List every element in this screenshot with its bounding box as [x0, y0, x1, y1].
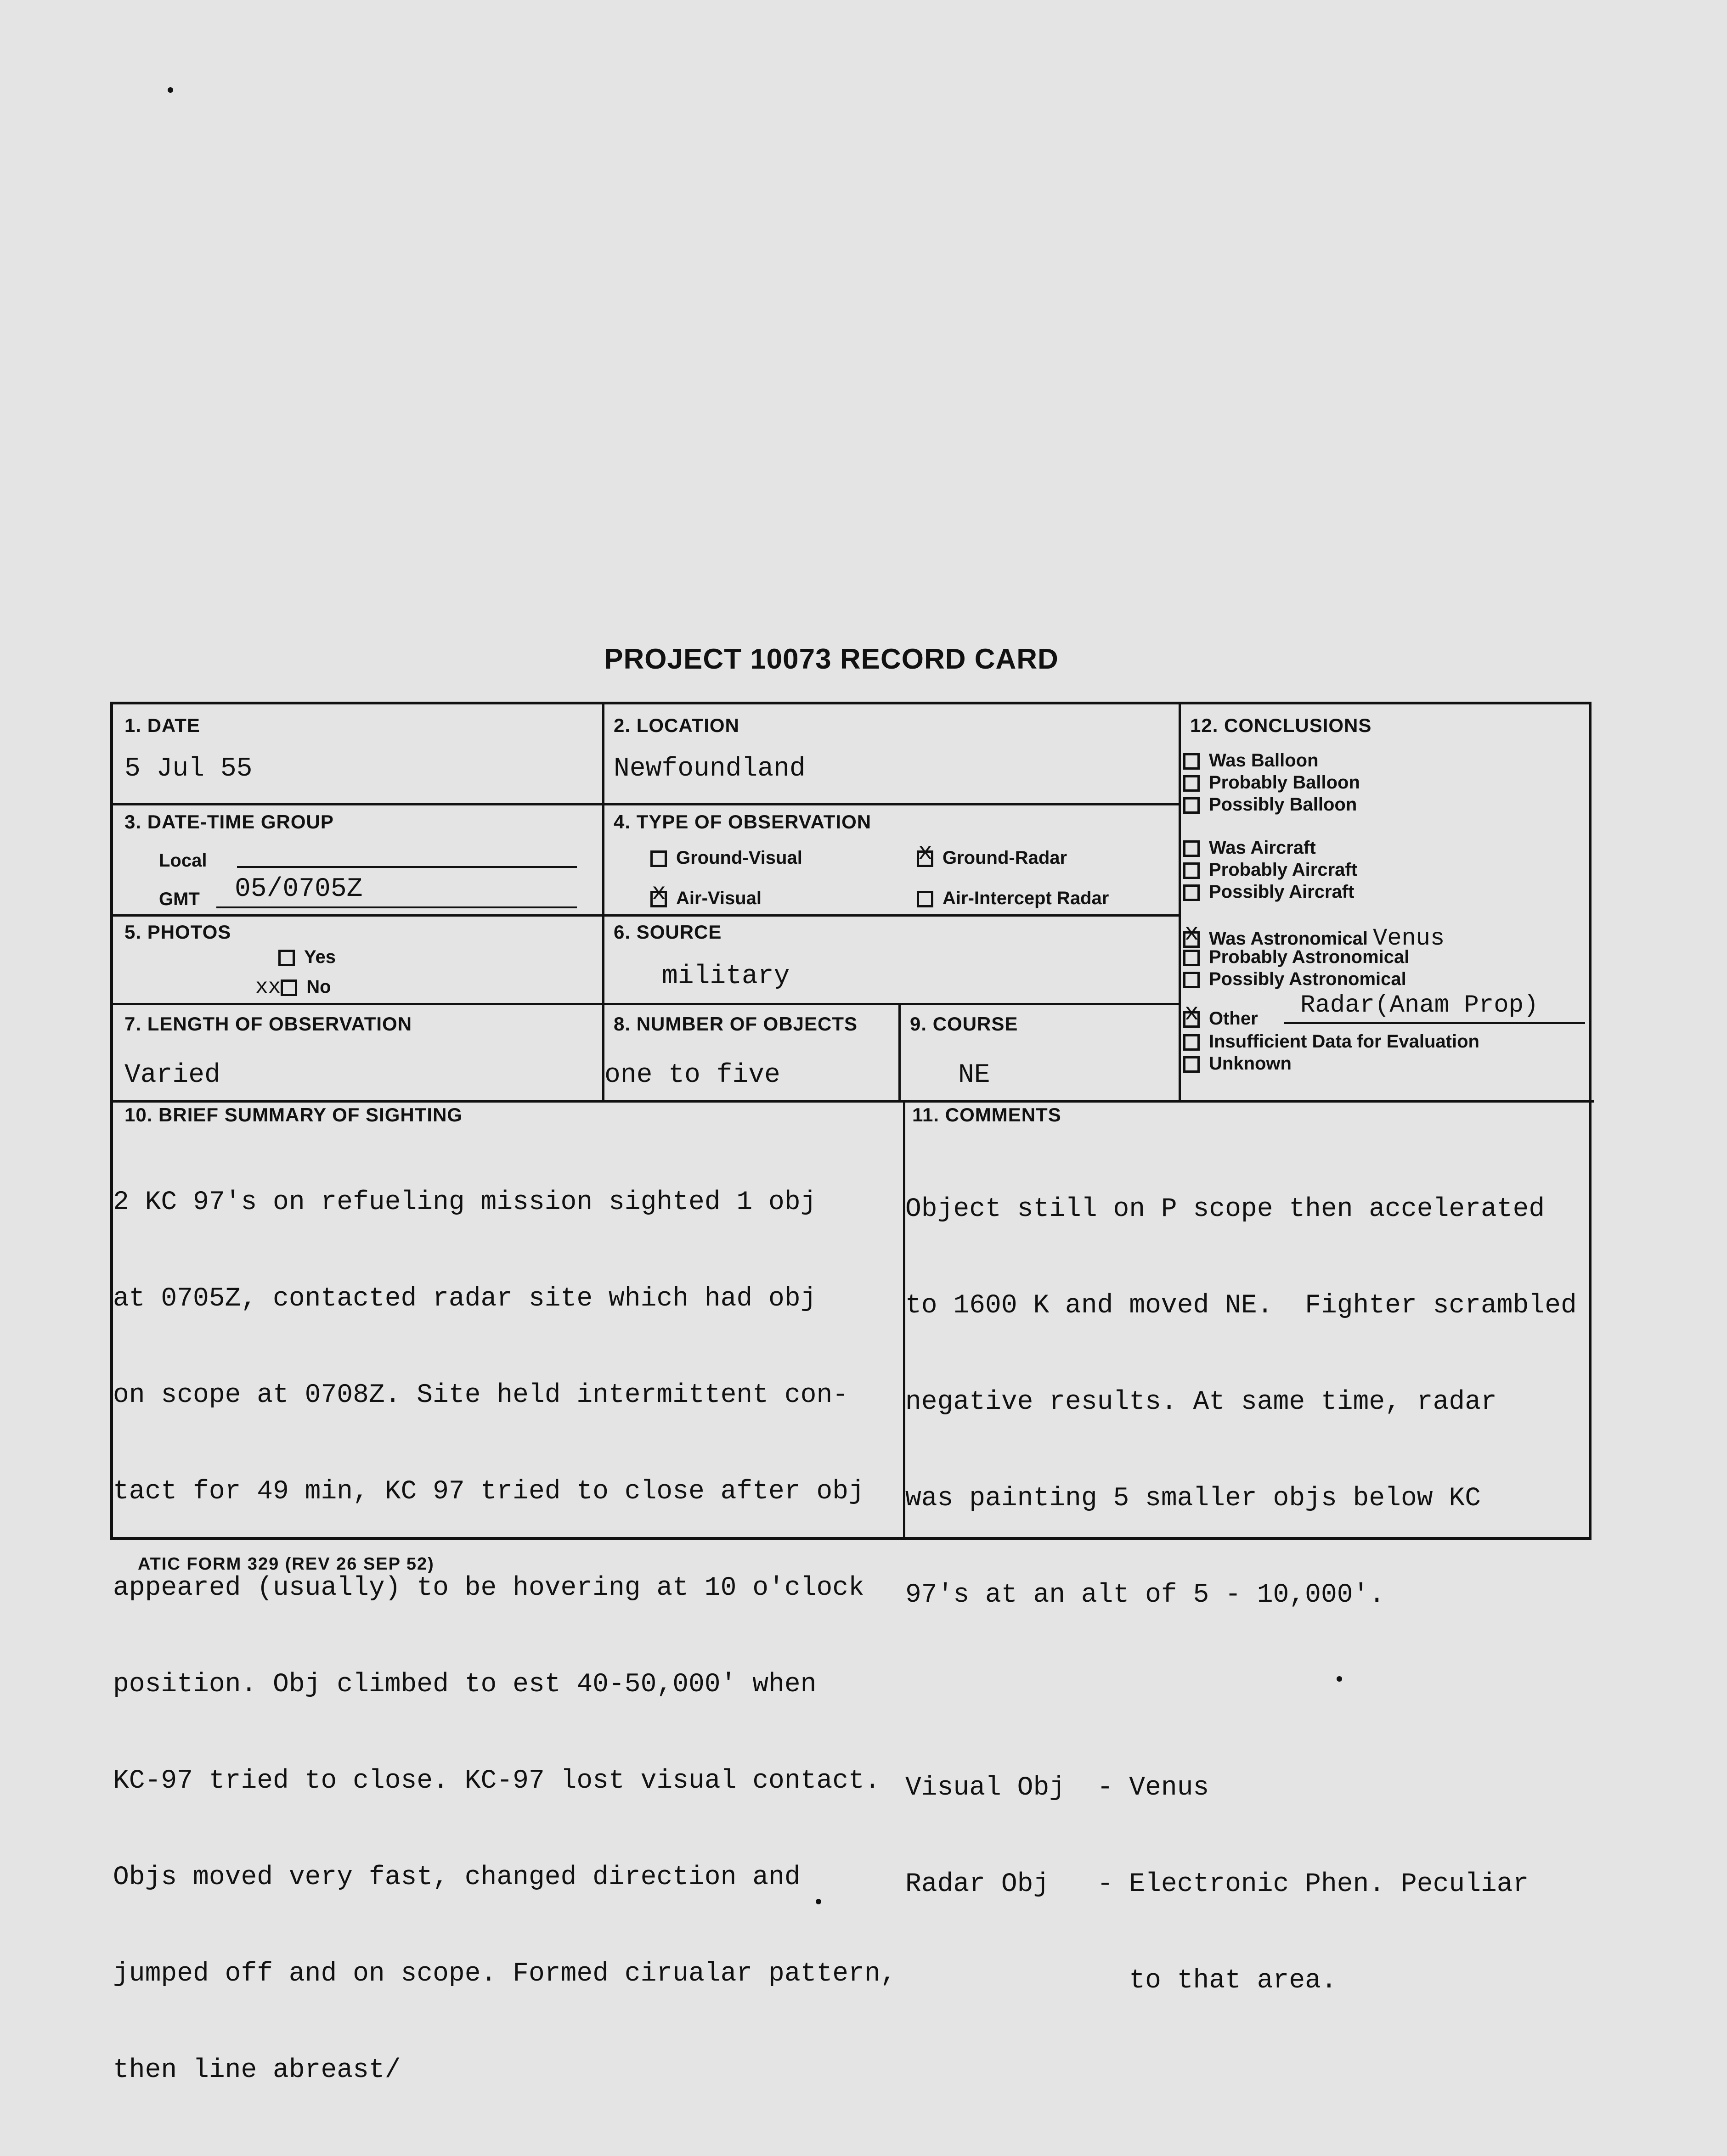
conclusion-item: Probably Aircraft: [1183, 860, 1357, 880]
option-air-intercept-radar: Air-Intercept Radar: [917, 888, 1109, 909]
checkbox-icon: [278, 950, 295, 966]
field-label-source: 6. SOURCE: [614, 921, 722, 943]
other-value: Radar(Anam Prop): [1300, 991, 1539, 1019]
checkbox-icon: [1183, 884, 1200, 901]
checkbox-icon: [650, 850, 667, 867]
conclusion-item: Unknown: [1183, 1053, 1292, 1074]
field-label-summary: 10. BRIEF SUMMARY OF SIGHTING: [124, 1104, 463, 1126]
source-value: military: [662, 962, 790, 991]
checkbox-icon: [1183, 862, 1200, 879]
gmt-label: GMT: [159, 889, 200, 909]
gmt-underline: [216, 906, 577, 908]
conclusion-item: Probably Astronomical: [1183, 947, 1409, 968]
scan-speck: [1337, 1676, 1342, 1682]
field-label-number-of-objects: 8. NUMBER OF OBJECTS: [614, 1013, 858, 1035]
field-label-course: 9. COURSE: [910, 1013, 1018, 1035]
comment-line: Object still on P scope then accelerated: [905, 1194, 1545, 1224]
summary-line: position. Obj climbed to est 40-50,000' when: [113, 1670, 817, 1700]
checked-box-icon: [650, 891, 667, 907]
summary-line: appeared (usually) to be hovering at 10 o'clock: [113, 1573, 864, 1603]
comment-blank-line: [905, 1676, 1577, 1708]
field-label-location: 2. LOCATION: [614, 715, 739, 736]
length-value: Varied: [124, 1060, 220, 1090]
field-label-dtg: 3. DATE-TIME GROUP: [124, 811, 334, 833]
comment-line: 97's at an alt of 5 - 10,000'.: [905, 1580, 1385, 1610]
summary-text: [113, 1122, 896, 2151]
scan-speck: [816, 1899, 821, 1904]
comment-line: to that area.: [905, 1966, 1337, 1996]
scan-speck: [168, 87, 173, 93]
rule: [113, 1003, 1179, 1005]
comments-text: [905, 1129, 1577, 2061]
date-value: 5 Jul 55: [124, 754, 253, 784]
location-value: Newfoundland: [614, 754, 806, 784]
checked-box-icon: [917, 850, 933, 867]
conclusion-item: Probably Balloon: [1183, 772, 1360, 793]
summary-line: then line abreast/: [113, 2055, 401, 2085]
field-label-comments: 11. COMMENTS: [912, 1104, 1061, 1126]
option-ground-radar: x Ground-Radar: [917, 848, 1067, 868]
field-label-date: 1. DATE: [124, 715, 200, 736]
rule: [602, 704, 604, 1100]
summary-line: KC-97 tried to close. KC-97 lost visual contact.: [113, 1766, 880, 1796]
checkbox-icon: [1183, 753, 1200, 770]
summary-line: tact for 49 min, KC 97 tried to close after obj: [113, 1477, 864, 1507]
conclusion-item: Possibly Astronomical: [1183, 969, 1406, 990]
checkbox-icon: [1183, 950, 1200, 966]
field-label-conclusions: 12. CONCLUSIONS: [1190, 715, 1372, 736]
field-label-photos: 5. PHOTOS: [124, 921, 231, 943]
gmt-value: 05/0705Z: [235, 874, 363, 904]
course-value: NE: [958, 1060, 990, 1090]
checkbox-icon: [917, 891, 933, 907]
rule: [113, 803, 1179, 805]
option-air-visual: xAir-Visual: [650, 888, 762, 909]
photos-yes: Yes: [278, 947, 336, 968]
checked-box-icon: [1183, 1011, 1200, 1028]
summary-line: jumped off and on scope. Formed cirualar pattern,: [113, 1959, 897, 1989]
checkbox-icon: [1183, 840, 1200, 857]
option-ground-visual: Ground-Visual: [650, 848, 802, 868]
other-underline: [1284, 1022, 1585, 1024]
comment-line: Radar Obj - Electronic Phen. Peculiar: [905, 1869, 1529, 1899]
checkbox-icon: [1183, 797, 1200, 814]
checkbox-icon: [1183, 775, 1200, 792]
summary-line: Objs moved very fast, changed direction and: [113, 1863, 801, 1892]
summary-line: 2 KC 97's on refueling mission sighted 1 obj: [113, 1188, 817, 1217]
conclusion-item-astronomical: xWas Astronomical Venus: [1183, 925, 1445, 952]
checkbox-icon: [1183, 1056, 1200, 1073]
checked-box-icon: [1183, 931, 1200, 948]
form-number: ATIC FORM 329 (REV 26 SEP 52): [138, 1554, 435, 1574]
xx-mark: xx: [255, 975, 281, 999]
conclusion-item: Possibly Aircraft: [1183, 882, 1354, 902]
checkbox-icon: [1183, 1034, 1200, 1051]
rule: [1179, 704, 1181, 1100]
summary-line: at 0705Z, contacted radar site which had obj: [113, 1284, 817, 1314]
comment-line: negative results. At same time, radar: [905, 1387, 1497, 1417]
photos-no: xx No: [255, 975, 331, 999]
field-label-observation-type: 4. TYPE OF OBSERVATION: [614, 811, 872, 833]
astronomical-note: Venus: [1373, 925, 1445, 952]
checkbox-icon: [1183, 972, 1200, 988]
rule: [113, 1100, 1594, 1103]
field-label-length: 7. LENGTH OF OBSERVATION: [124, 1013, 412, 1035]
comment-line: Visual Obj - Venus: [905, 1773, 1209, 1803]
checkbox-icon: [281, 979, 297, 996]
local-underline: [237, 866, 577, 868]
local-label: Local: [159, 850, 207, 871]
rule: [898, 1003, 901, 1100]
number-of-objects-value: one to five: [604, 1060, 780, 1090]
summary-line: on scope at 0708Z. Site held intermittent con-: [113, 1380, 849, 1410]
conclusion-item: Was Balloon: [1183, 750, 1319, 771]
conclusion-item: Possibly Balloon: [1183, 794, 1357, 815]
conclusion-item: Insufficient Data for Evaluation: [1183, 1031, 1479, 1052]
conclusion-item: Was Aircraft: [1183, 838, 1316, 858]
comment-line: to 1600 K and moved NE. Fighter scrambled: [905, 1291, 1577, 1321]
card-title: PROJECT 10073 RECORD CARD: [604, 643, 1059, 675]
conclusion-item-other: xOther: [1183, 1008, 1258, 1029]
comment-line: was painting 5 smaller objs below KC: [905, 1484, 1481, 1514]
rule: [113, 914, 1179, 917]
